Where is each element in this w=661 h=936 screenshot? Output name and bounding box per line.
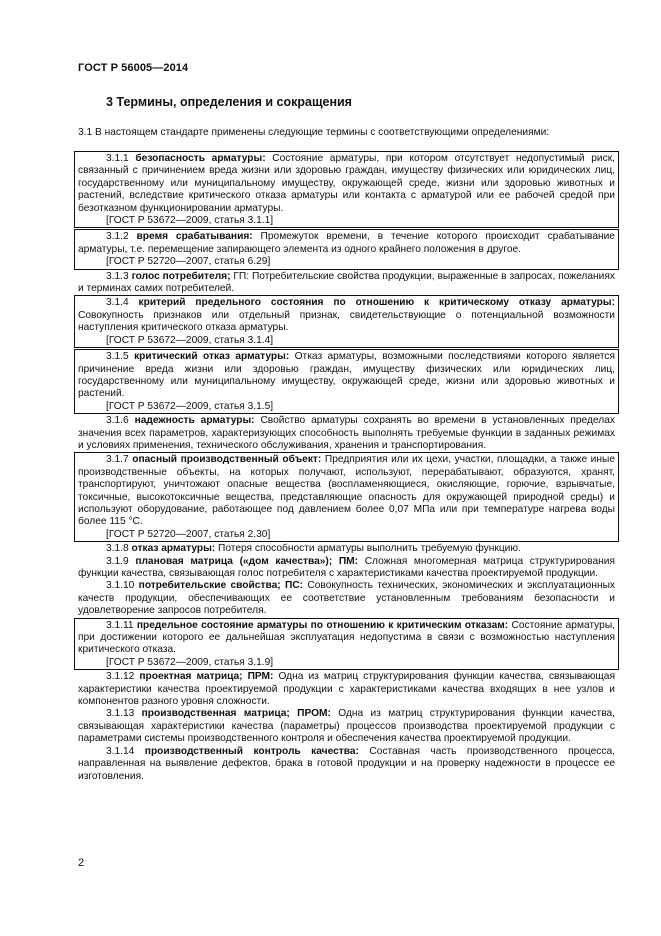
- term-name: отказ арматуры:: [131, 543, 216, 555]
- term-definition: Совокупность признаков или отдельный признак, свидетельствующие о потенциальной возможности наступления критического отказа арматуры.: [78, 309, 615, 334]
- term-3-1-10: [78, 580, 615, 617]
- term-number: 3.1.14: [106, 745, 135, 757]
- term-number: 3.1.10: [106, 580, 135, 592]
- term-reference: [ГОСТ Р 53672—2009, статья 3.1.5]: [106, 400, 274, 412]
- term-reference: [ГОСТ Р 52720—2007, статья 2.30]: [106, 528, 271, 540]
- term-name: проектная матрица; ПРМ:: [139, 671, 274, 683]
- term-number: 3.1.13: [106, 708, 135, 720]
- term-reference: [ГОСТ Р 53672—2009, статья 3.1.9]: [106, 656, 274, 668]
- term-3-1-7: [74, 452, 619, 542]
- term-definition: Совокупность технических, экономических и эксплуатационных качеств продукции, обеспечивающих ее соответствие установленным требованиям безопасности и удовлетворение запросов потребителя.: [78, 580, 616, 617]
- term-3-1-11: [74, 618, 619, 671]
- term-reference: [ГОСТ Р 53672—2009, статья 3.1.1]: [106, 215, 274, 227]
- term-name: голос потребителя;: [131, 270, 231, 282]
- term-definition: Одна из матриц структурирования функции качества, связывающая характеристики качества (параметры) процессов производства проектируемой продукции с параметрами системы производственного контроля и обеспечения качества проектируемой продукции.: [78, 708, 615, 745]
- term-definition: Предприятия или их цехи, участки, площадки, а также иные производственные объекты, на которых получают, используют, перерабатывают, образуются, хранят, транспортируют, уничтожают опасные вещества (воспламеняющиеся, окисляющие, горючие, взрывчатые, токсичные, высокотоксичные вещества, представляющие опасность для окружающей природной среды) и используют оборудование, работающее под давлением более 0,07 МПа или при температуре нагрева воды более 115 °С.: [78, 454, 615, 528]
- term-definition: Свойство арматуры сохранять во времени в установленных пределах значения всех параметров, характеризующих способность выполнять требуемые функции в заданных режимах и условиях применения, технического обслуживания, хранения и транспортирования.: [78, 415, 615, 451]
- term-name: критический отказ арматуры:: [134, 351, 290, 363]
- term-definition: Состояние арматуры, при котором отсутствует недопустимый риск, связанный с причинением вреда жизни или здоровью граждан, имуществу физических или юридических лиц, государственному или муниципальному имуществу, окружающей среде, жизни или здоровью животных и растений, вследствие критического отказа арматуры или контакта с арматурой или ее рабочей средой при безотказном функционировании арматуры.: [78, 153, 615, 214]
- term-number: 3.1.5: [106, 351, 129, 363]
- term-name: потребительские свойства; ПС:: [138, 580, 304, 592]
- term-name: производственный контроль качества:: [144, 745, 359, 757]
- term-name: производственная матрица; ПРОМ:: [141, 708, 331, 720]
- term-name: предельное состояние арматуры по отношению к критическим отказам:: [136, 619, 509, 631]
- term-definition: Потеря способности арматуры выполнить требуемую функцию.: [218, 543, 521, 555]
- term-definition: Состояние арматуры, при достижении которого ее дальнейшая эксплуатация недопустима в связи с возможностью наступления критического отказа.: [78, 619, 615, 656]
- term-number: 3.1.12: [106, 671, 135, 683]
- term-definition: Составная часть производственного процесса, направленная на выявление дефектов, брака в готовой продукции и на проверку надежности в процессе ее изготовления.: [78, 745, 615, 782]
- term-name: плановая матрица («дом качества»); ПМ:: [135, 555, 359, 567]
- intro-paragraph: 3.1 В настоящем стандарте применены следующие термины с соответствующими определениями:: [78, 127, 550, 138]
- term-3-1-3: [78, 271, 615, 296]
- term-definition: Промежуток времени, в течение которого происходит срабатывание арматуры, т.е. перемещение запирающего элемента из одного крайнего положения в другое.: [78, 231, 615, 255]
- term-number: 3.1.1: [106, 153, 129, 164]
- term-reference: [ГОСТ Р 52720—2007, статья 6.29]: [106, 256, 271, 268]
- term-number: 3.1.2: [106, 231, 129, 243]
- term-3-1-2: [74, 229, 619, 269]
- page-number: 2: [78, 857, 85, 869]
- term-3-1-14: [78, 746, 615, 783]
- terms-list: [78, 151, 615, 783]
- term-3-1-9: [78, 556, 615, 581]
- section-title: 3 Термины, определения и сокращения: [106, 95, 352, 109]
- term-name: время срабатывания:: [136, 231, 253, 243]
- term-name: надежность арматуры:: [134, 415, 255, 427]
- term-number: 3.1.7: [106, 454, 129, 466]
- term-definition: Одна из матриц структурирования функции качества, связывающая характеристики качества проектируемой продукции с характеристиками качества входящих в нее узлов и компонентов разного уровня сложности.: [78, 671, 615, 708]
- term-number: 3.1.11: [106, 619, 134, 631]
- term-number: 3.1.4: [106, 297, 129, 309]
- term-name: безопасность арматуры:: [135, 153, 266, 164]
- term-number: 3.1.9: [106, 555, 129, 567]
- term-3-1-5: [74, 349, 619, 414]
- term-3-1-13: [78, 708, 615, 745]
- term-3-1-6: [78, 415, 615, 452]
- term-definition: ГП: Потребительские свойства продукции, выраженные в запросах, пожеланиях и терминах самих потребителей.: [78, 270, 615, 295]
- term-definition: Сложная многомерная матрица структурирования функции качества, связывающая голос потребителя с характеристиками качества проектируемой продукции.: [78, 555, 615, 579]
- term-3-1-1: [74, 151, 619, 228]
- term-number: 3.1.8: [106, 543, 129, 555]
- document-header: ГОСТ Р 56005—2014: [78, 62, 189, 74]
- term-3-1-12: [78, 671, 615, 708]
- term-number: 3.1.3: [106, 270, 129, 282]
- term-definition: Отказ арматуры, возможными последствиями которого является причинение вреда жизни или здоровью граждан, имуществу физических или юридических лиц, государственному или муниципальному имуществу, окружающей среде, жизни или здоровью животных и растений.: [78, 351, 615, 400]
- term-3-1-4: [74, 295, 619, 348]
- term-reference: [ГОСТ Р 53672—2009, статья 3.1.4]: [106, 334, 274, 346]
- term-name: опасный производственный объект:: [132, 454, 322, 466]
- term-name: критерий предельного состояния по отношению к критическому отказу арматуры:: [138, 297, 615, 309]
- term-3-1-8: [78, 543, 615, 555]
- term-number: 3.1.6: [106, 415, 129, 427]
